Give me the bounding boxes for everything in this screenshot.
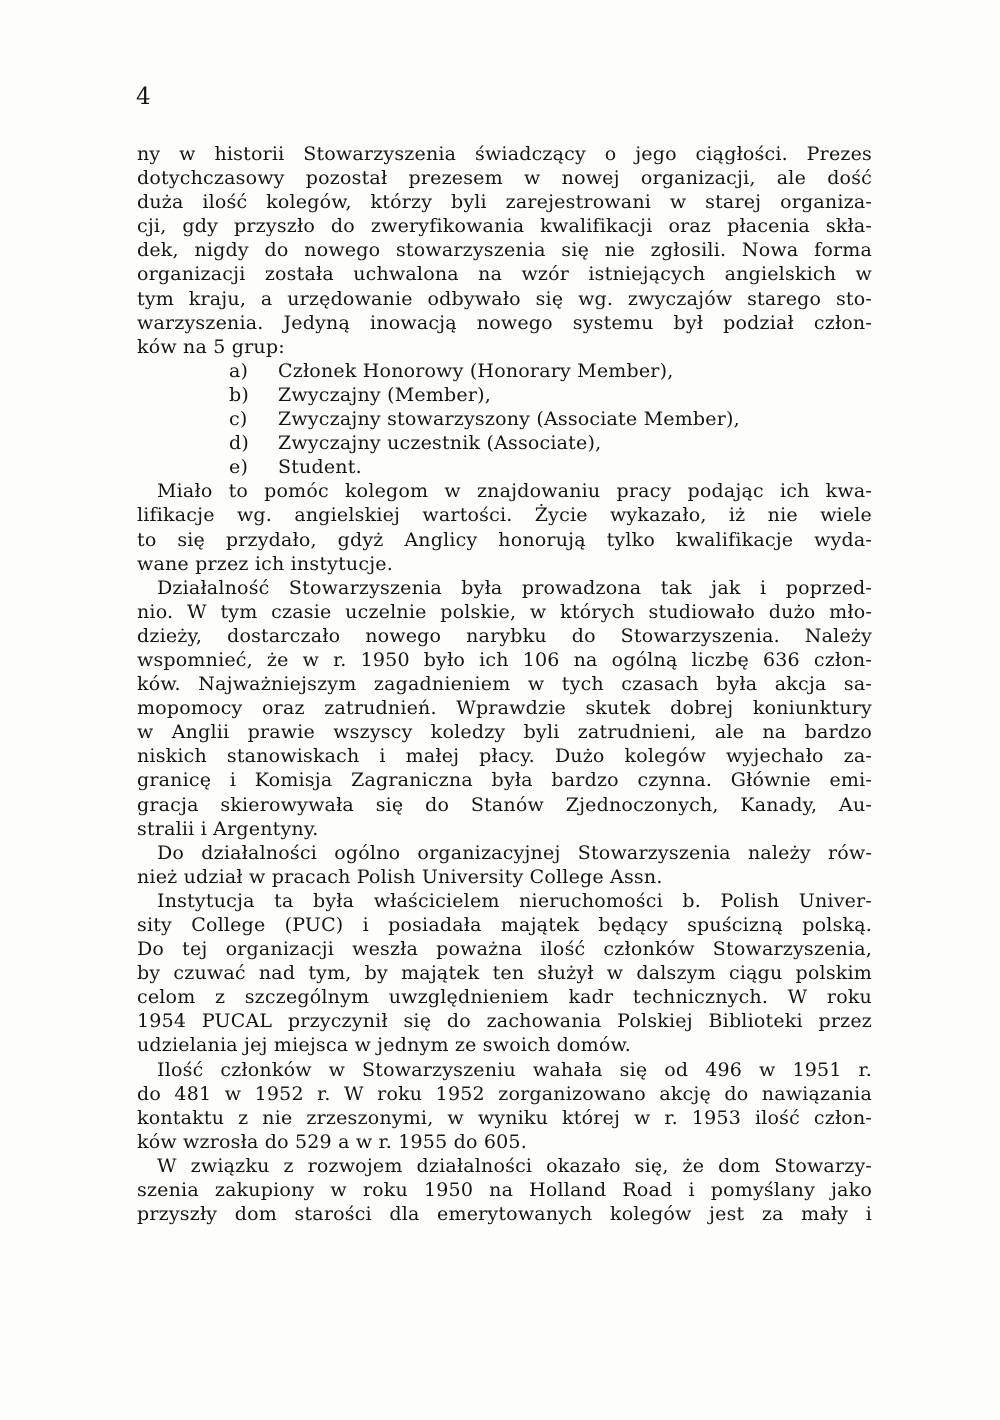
text-line: kontaktu z nie zrzeszonymi, w wyniku której w r. 1953 ilość człon-	[137, 1106, 872, 1129]
list-item-marker: e)	[229, 456, 249, 479]
text-line: udzielania jej miejsca w jednym ze swoich domów.	[137, 1034, 631, 1057]
text-line: ny w historii Stowarzyszenia świadczący o jego ciągłości. Prezes	[137, 143, 872, 165]
list-item-marker: a)	[229, 359, 249, 382]
text-line: dek, nigdy do nowego stowarzyszenia się nie zgłosili. Nowa forma	[137, 239, 872, 262]
text-line: warzyszenia. Jedyną inowacją nowego systemu był podział człon-	[137, 311, 872, 334]
text-line: Miało to pomóc kolegom w znajdowaniu pracy podając ich kwa-	[157, 480, 872, 503]
text-line: Ilość członków w Stowarzyszeniu wahała się od 496 w 1951 r.	[157, 1058, 872, 1081]
text-line: ków na 5 grup:	[137, 335, 285, 358]
list-item-marker: d)	[229, 432, 249, 455]
text-line: ków wzrosła do 529 a w r. 1955 do 605.	[137, 1130, 527, 1153]
text-line: tym kraju, a urzędowanie odbywało się wg. zwyczajów starego sto-	[137, 287, 872, 310]
text-line: by czuwać nad tym, by majątek ten służył w dalszym ciągu polskim	[137, 962, 872, 985]
page-body	[137, 142, 872, 1226]
text-line: wspomnieć, że w r. 1950 było ich 106 na ogólną liczbę 636 człon-	[137, 648, 872, 671]
list-item	[137, 407, 872, 431]
text-line: nież udział w pracach Polish University College Assn.	[137, 865, 663, 888]
text-line: dzieży, dostarczało nowego narybku do Stowarzyszenia. Należy	[137, 624, 872, 647]
text-line: cji, gdy przyszło do zweryfikowania kwalifikacji oraz płacenia skła-	[137, 215, 872, 238]
text-line: Działalność Stowarzyszenia była prowadzona tak jak i poprzed-	[157, 576, 872, 599]
text-line: duża ilość kolegów, którzy byli zarejestrowani w starej organiza-	[137, 191, 872, 214]
text-line: Instytucja ta była właścicielem nieruchomości b. Polish Univer-	[157, 889, 872, 912]
list-item	[137, 383, 872, 407]
text-line: wane przez ich instytucje.	[137, 552, 393, 575]
text-line: granicę i Komisja Zagraniczna była bardzo czynna. Głównie emi-	[137, 769, 872, 792]
text-line: 1954 PUCAL przyczynił się do zachowania Polskiej Biblioteki przez	[137, 1010, 872, 1033]
list-item-text: Zwyczajny (Member),	[278, 383, 491, 406]
text-line: niskich stanowiskach i małej płacy. Dużo kolegów wyjechało za-	[137, 745, 872, 768]
list-item-marker: c)	[229, 408, 248, 431]
text-line: to się przydało, gdyż Anglicy honorują tylko kwalifikacje wyda-	[137, 528, 872, 551]
text-line: ków. Najważniejszym zagadnieniem w tych czasach była akcja sa-	[137, 673, 872, 696]
page-number: 4	[136, 84, 151, 110]
text-line: dotychczasowy pozostał prezesem w nowej organizacji, ale dość	[137, 167, 872, 190]
list-item	[137, 431, 872, 455]
list-item-text: Zwyczajny stowarzyszony (Associate Member),	[278, 408, 740, 431]
text-line: Do działalności ogólno organizacyjnej Stowarzyszenia należy rów-	[157, 841, 872, 864]
text-line: stralii i Argentyny.	[137, 817, 319, 840]
text-line: przyszły dom starości dla emerytowanych kolegów jest za mały i	[137, 1203, 872, 1226]
list-item	[137, 455, 872, 479]
text-line: organizacji została uchwalona na wzór istniejących angielskich w	[137, 263, 872, 286]
text-line: Do tej organizacji weszła poważna ilość członków Stowarzyszenia,	[137, 938, 872, 961]
list-item-text: Członek Honorowy (Honorary Member),	[278, 359, 674, 382]
list-item-text: Zwyczajny uczestnik (Associate),	[278, 432, 602, 455]
text-line: do 481 w 1952 r. W roku 1952 zorganizowano akcję do nawiązania	[137, 1082, 872, 1105]
text-line: mopomocy oraz zatrudnień. Wprawdzie skutek dobrej koniunktury	[137, 697, 872, 720]
text-line: nio. W tym czasie uczelnie polskie, w których studiowało dużo mło-	[137, 600, 872, 623]
list-item-marker: b)	[229, 383, 249, 406]
text-line: szenia zakupiony w roku 1950 na Holland Road i pomyślany jako	[137, 1179, 872, 1202]
text-line: w Anglii prawie wszyscy koledzy byli zatrudnieni, ale na bardzo	[137, 721, 872, 744]
text-line: celom z szczególnym uwzględnieniem kadr technicznych. W roku	[137, 986, 872, 1009]
text-line: lifikacje wg. angielskiej wartości. Życie wykazało, iż nie wiele	[137, 504, 872, 527]
text-line: gracja skierowywała się do Stanów Zjednoczonych, Kanady, Au-	[137, 793, 872, 816]
list-item	[137, 359, 872, 383]
list-item-text: Student.	[278, 456, 362, 479]
text-line: sity College (PUC) i posiadała majątek będący spuścizną polską.	[137, 914, 872, 936]
text-line: W związku z rozwojem działalności okazało się, że dom Stowarzy-	[157, 1154, 872, 1177]
